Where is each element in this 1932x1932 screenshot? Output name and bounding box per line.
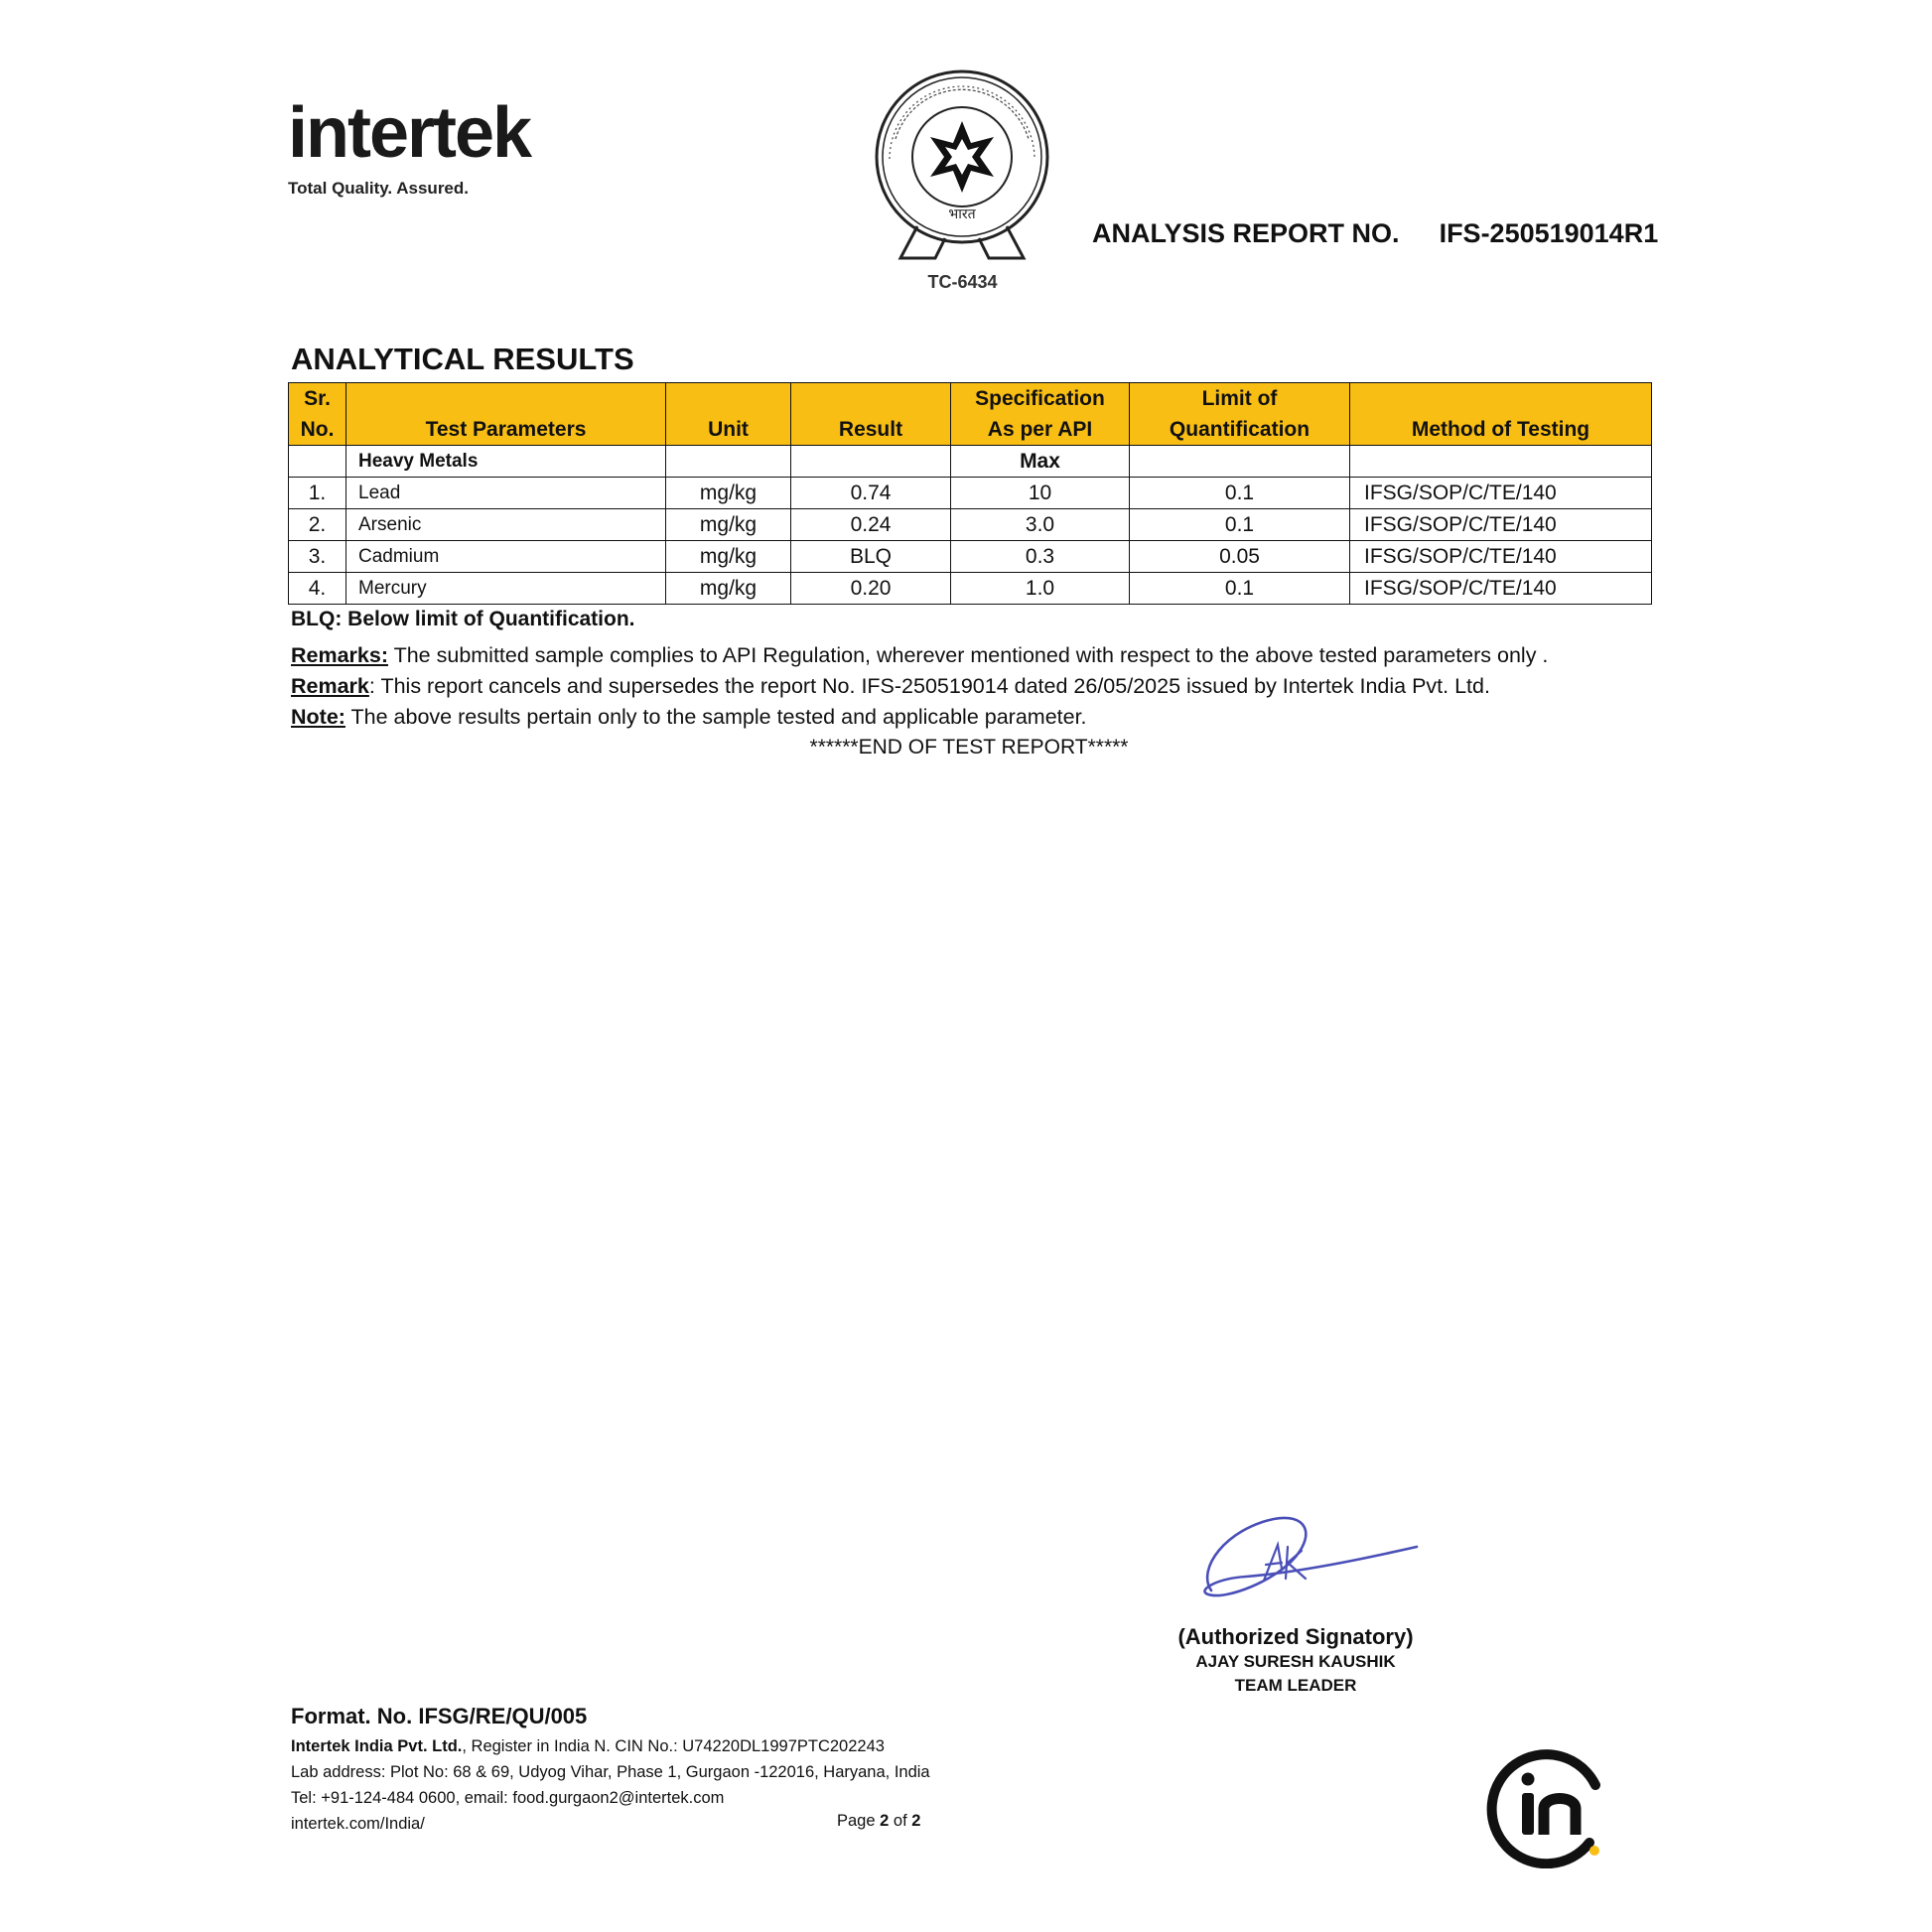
footer [291, 1704, 1184, 1837]
header-method-of-testing: Method of Testing [1350, 383, 1652, 446]
cell-method: IFSG/SOP/C/TE/140 [1350, 509, 1652, 541]
company-registration: , Register in India N. CIN No.: U74220DL1997PTC202243 [462, 1737, 885, 1755]
header-unit: Unit [666, 383, 791, 446]
cell-method: IFSG/SOP/C/TE/140 [1350, 573, 1652, 605]
cell-spec: 1.0 [951, 573, 1130, 605]
section-title: ANALYTICAL RESULTS [291, 342, 634, 376]
cell-sr: 4. [289, 573, 346, 605]
cell-spec: 0.3 [951, 541, 1130, 573]
signatory-name: AJAY SURESH KAUSHIK [1195, 1652, 1396, 1671]
cell-loq: 0.1 [1130, 509, 1350, 541]
cell-method: IFSG/SOP/C/TE/140 [1350, 541, 1652, 573]
remark-compliance [291, 643, 1548, 668]
table-row [289, 541, 1652, 573]
cell-param: Lead [346, 478, 666, 509]
cell-param: Mercury [346, 573, 666, 605]
header-specification [951, 383, 1130, 446]
cell-param: Arsenic [346, 509, 666, 541]
cell-spec: 10 [951, 478, 1130, 509]
cell-sr: 1. [289, 478, 346, 509]
svg-text:भारत: भारत [948, 207, 976, 222]
cell-unit: mg/kg [666, 573, 791, 605]
website-link[interactable]: intertek.com/India/ [291, 1815, 425, 1833]
remark-text: The submitted sample complies to API Regulation, wherever mentioned with respect to the above tested parameters only . [388, 643, 1549, 667]
table-header-row [289, 383, 1652, 446]
header-test-parameters: Test Parameters [346, 383, 666, 446]
company-line [291, 1733, 1184, 1759]
cell-sr: 2. [289, 509, 346, 541]
cell-unit: mg/kg [666, 509, 791, 541]
header-sr-line1: Sr. [304, 387, 331, 410]
cell-result: 0.20 [791, 573, 951, 605]
group-name: Heavy Metals [346, 446, 666, 478]
remark-text: : This report cancels and supersedes the report No. IFS-250519014 dated 26/05/2025 issued by Intertek India Pvt. Ltd. [368, 674, 1490, 698]
cell-sr: 3. [289, 541, 346, 573]
blq-note: BLQ: Below limit of Quantification. [291, 608, 635, 630]
header-spec-line2: As per API [987, 418, 1093, 441]
logo-wordmark: intertek [288, 93, 531, 173]
report-number-value: IFS-250519014R1 [1439, 218, 1659, 248]
table-row [289, 509, 1652, 541]
report-number-label: ANALYSIS REPORT NO. [1092, 218, 1400, 248]
cell-spec: 3.0 [951, 509, 1130, 541]
report-number-line [1092, 218, 1658, 249]
company-name: Intertek India Pvt. Ltd. [291, 1737, 463, 1755]
cell-result: 0.24 [791, 509, 951, 541]
group-sr [289, 446, 346, 478]
results-table [288, 382, 1652, 605]
cell-loq: 0.1 [1130, 478, 1350, 509]
cell-loq: 0.05 [1130, 541, 1350, 573]
page-number [837, 1812, 920, 1831]
table-row [289, 573, 1652, 605]
group-result [791, 446, 951, 478]
header-sr-no [289, 383, 346, 446]
accreditation-seal-icon [856, 50, 1069, 308]
cell-unit: mg/kg [666, 541, 791, 573]
remark-label: Note: [291, 705, 345, 729]
remark-note [291, 705, 1087, 730]
intertek-badge-icon [1484, 1739, 1613, 1868]
cell-loq: 0.1 [1130, 573, 1350, 605]
header-loq-line1: Limit of [1201, 387, 1278, 410]
format-number: Format. No. IFSG/RE/QU/005 [291, 1704, 588, 1728]
end-of-report-text: ******END OF TEST REPORT***** [809, 736, 1129, 759]
group-loq [1130, 446, 1350, 478]
remark-text: The above results pertain only to the sample tested and applicable parameter. [345, 705, 1087, 729]
page-of: of [889, 1812, 912, 1830]
header-result: Result [791, 383, 951, 446]
handwritten-signature-icon [1157, 1499, 1435, 1618]
group-row [289, 446, 1652, 478]
cell-result: 0.74 [791, 478, 951, 509]
page-current: 2 [880, 1812, 890, 1830]
group-unit [666, 446, 791, 478]
cell-result: BLQ [791, 541, 951, 573]
logo-tagline: Total Quality. Assured. [288, 179, 469, 198]
group-spec: Max [951, 446, 1130, 478]
page-total: 2 [911, 1812, 921, 1830]
lab-address: Lab address: Plot No: 68 & 69, Udyog Vihar, Phase 1, Gurgaon -122016, Haryana, India [291, 1763, 930, 1781]
header-spec-line1: Specification [975, 387, 1105, 410]
signatory-title: (Authorized Signatory) [1177, 1624, 1414, 1649]
seal-code: TC-6434 [927, 272, 998, 292]
signatory-block [1142, 1624, 1449, 1698]
intertek-logo [288, 93, 556, 199]
end-of-report-line [0, 736, 1932, 759]
page-prefix: Page [837, 1812, 881, 1830]
table-row [289, 478, 1652, 509]
header-loq-line2: Quantification [1169, 418, 1311, 441]
remark-label: Remarks: [291, 643, 388, 667]
cell-param: Cadmium [346, 541, 666, 573]
cell-method: IFSG/SOP/C/TE/140 [1350, 478, 1652, 509]
contact-line: Tel: +91-124-484 0600, email: food.gurgaon2@intertek.com [291, 1789, 725, 1807]
signatory-role: TEAM LEADER [1234, 1676, 1357, 1695]
remark-supersedes [291, 674, 1490, 699]
group-method [1350, 446, 1652, 478]
cell-unit: mg/kg [666, 478, 791, 509]
header-limit-of-quantification [1130, 383, 1350, 446]
header-sr-line2: No. [300, 418, 335, 441]
remark-label: Remark [291, 674, 369, 698]
